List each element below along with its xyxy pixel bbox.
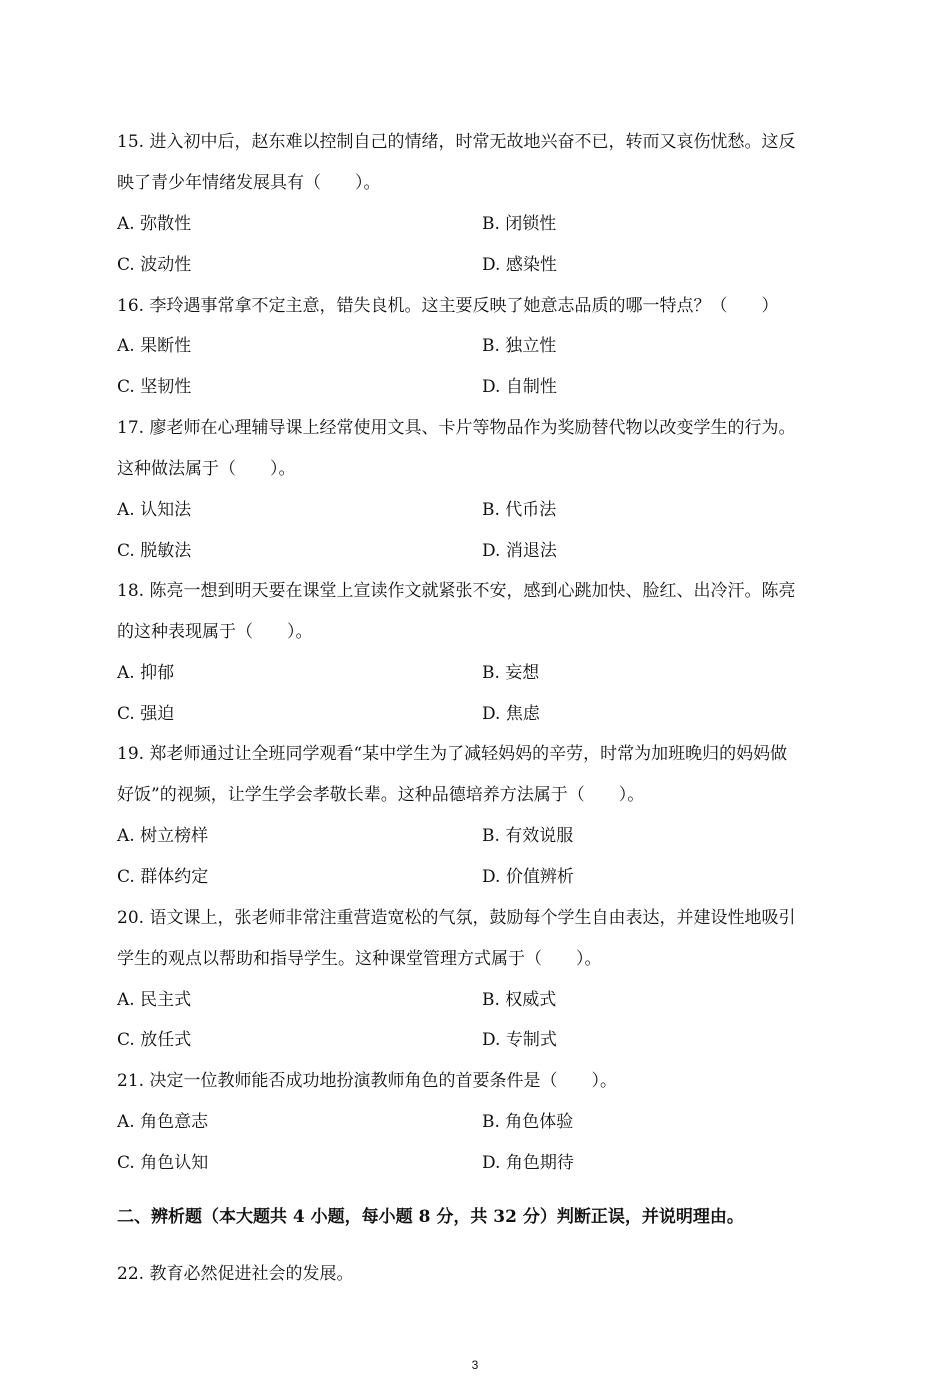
question-17-option-a: A. 认知法 (117, 500, 192, 520)
question-20-line-2: 学生的观点以帮助和指导学生。这种课堂管理方式属于（ ）。 (117, 949, 602, 969)
question-18-line-2: 的这种表现属于（ ）。 (117, 622, 313, 642)
question-21-option-d: D. 角色期待 (482, 1153, 574, 1173)
question-20-option-c: C. 放任式 (117, 1030, 192, 1050)
question-17-option-b: B. 代币法 (482, 500, 557, 520)
question-19-option-a: A. 树立榜样 (117, 826, 209, 846)
question-21-option-c: C. 角色认知 (117, 1153, 209, 1173)
question-19-line-2: 好饭”的视频，让学生学会孝敬长辈。这种品德培养方法属于（ ）。 (117, 785, 645, 805)
question-17-line-2: 这种做法属于（ ）。 (117, 459, 296, 479)
question-15-option-a: A. 弥散性 (117, 214, 192, 234)
question-20-line-1: 20. 语文课上，张老师非常注重营造宽松的气氛，鼓励每个学生自由表达，并建设性地吸引 (117, 908, 796, 928)
question-21-line-1: 21. 决定一位教师能否成功地扮演教师角色的首要条件是（ ）。 (117, 1071, 617, 1091)
question-18-option-b: B. 妄想 (482, 663, 540, 683)
question-20-option-a: A. 民主式 (117, 990, 192, 1010)
question-18-option-c: C. 强迫 (117, 704, 175, 724)
section-heading: 二、辨析题（本大题共 4 小题，每小题 8 分，共 32 分）判断正误，并说明理由。 (117, 1207, 744, 1227)
question-16-option-c: C. 坚韧性 (117, 377, 192, 397)
question-15-option-b: B. 闭锁性 (482, 214, 557, 234)
question-17-option-d: D. 消退法 (482, 541, 557, 561)
question-19-option-b: B. 有效说服 (482, 826, 574, 846)
question-19-option-c: C. 群体约定 (117, 867, 209, 887)
question-17-option-c: C. 脱敏法 (117, 541, 192, 561)
question-18-option-d: D. 焦虑 (482, 704, 540, 724)
question-15-line-1: 15. 进入初中后，赵东难以控制自己的情绪，时常无故地兴奋不已，转而又哀伤忧愁。这反 (117, 132, 796, 152)
question-15-option-d: D. 感染性 (482, 255, 557, 275)
question-18-option-a: A. 抑郁 (117, 663, 175, 683)
question-16-option-a: A. 果断性 (117, 336, 192, 356)
question-16-option-b: B. 独立性 (482, 336, 557, 356)
question-19-option-d: D. 价值辨析 (482, 867, 574, 887)
question-16-line-1: 16. 李玲遇事常拿不定主意，错失良机。这主要反映了她意志品质的哪一特点？（ ） (117, 296, 779, 316)
question-21-option-b: B. 角色体验 (482, 1112, 574, 1132)
question-15-option-c: C. 波动性 (117, 255, 192, 275)
question-20-option-d: D. 专制式 (482, 1030, 557, 1050)
question-21-option-a: A. 角色意志 (117, 1112, 209, 1132)
page-number: 3 (471, 1358, 479, 1372)
question-19-line-1: 19. 郑老师通过让全班同学观看“某中学生为了减轻妈妈的辛劳，时常为加班晚归的妈妈做 (117, 744, 788, 764)
question-15-line-2: 映了青少年情绪发展具有（ ）。 (117, 173, 381, 193)
question-18-line-1: 18. 陈亮一想到明天要在课堂上宣读作文就紧张不安，感到心跳加快、脸红、出冷汗。陈亮 (117, 581, 796, 601)
question-16-option-d: D. 自制性 (482, 377, 557, 397)
question-22-line-1: 22. 教育必然促进社会的发展。 (117, 1264, 354, 1284)
question-17-line-1: 17. 廖老师在心理辅导课上经常使用文具、卡片等物品作为奖励替代物以改变学生的行为。 (117, 418, 796, 438)
question-20-option-b: B. 权威式 (482, 990, 557, 1010)
